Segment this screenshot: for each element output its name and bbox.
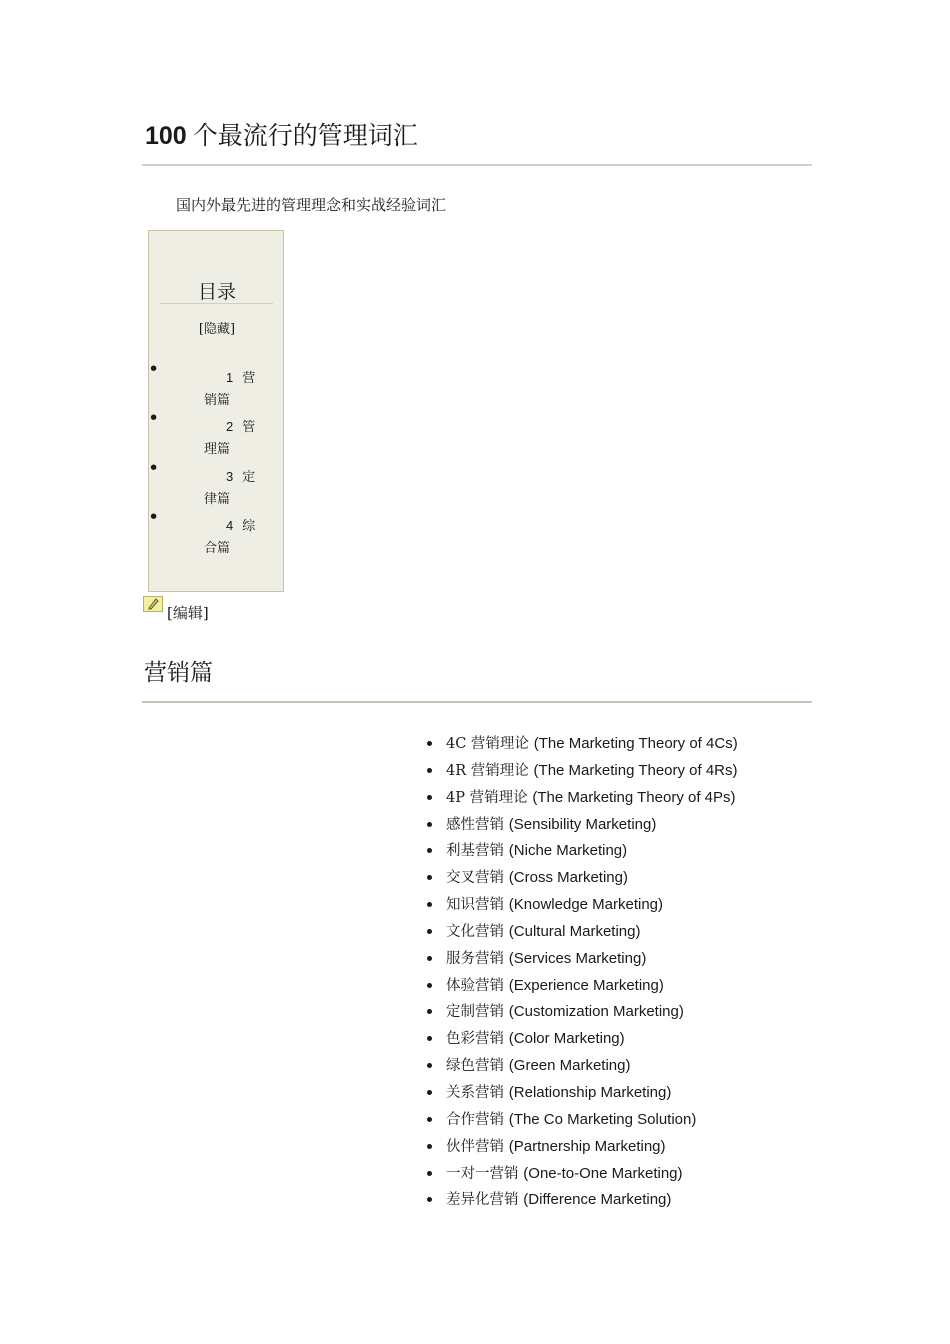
term-en: (Color Marketing) xyxy=(508,1030,625,1048)
term-zh: 定制营销 xyxy=(446,1004,504,1021)
list-item xyxy=(426,1001,738,1028)
toc-item-label: 综 xyxy=(242,519,256,534)
bullet-icon xyxy=(427,1171,432,1176)
term-zh: 4C 营销理论 xyxy=(446,736,529,752)
bullet-icon xyxy=(427,929,432,934)
term-en: (Relationship Marketing) xyxy=(508,1083,672,1101)
list-item xyxy=(426,1055,738,1082)
term-zh: 4R 营销理论 xyxy=(446,762,529,779)
toc-item-number: 2 xyxy=(226,419,234,434)
toc-item-general[interactable] xyxy=(148,506,285,562)
term-en: (The Marketing Theory of 4Ps) xyxy=(532,788,736,806)
bullet-icon: • xyxy=(148,358,160,380)
bullet-icon: • xyxy=(148,506,160,528)
bullet-icon xyxy=(427,822,432,827)
toc-item-number: 1 xyxy=(226,370,234,385)
table-of-contents xyxy=(148,230,284,592)
list-item xyxy=(426,760,738,787)
toc-item-management[interactable] xyxy=(148,407,285,463)
term-en: (Partnership Marketing) xyxy=(508,1137,666,1155)
toc-item-marketing[interactable] xyxy=(148,358,285,414)
toc-item-label: 定 xyxy=(242,470,256,485)
term-zh: 知识营销 xyxy=(446,897,504,914)
list-item xyxy=(426,1136,738,1163)
bullet-icon xyxy=(427,848,432,853)
bullet-icon xyxy=(427,983,432,988)
term-en: (Cross Marketing) xyxy=(508,869,628,887)
term-en: (Green Marketing) xyxy=(508,1057,631,1075)
term-zh: 利基营销 xyxy=(446,843,504,860)
toc-item-number: 3 xyxy=(226,469,234,484)
toc-title: 目录 xyxy=(197,281,236,303)
list-item xyxy=(426,867,738,894)
term-en: (Services Marketing) xyxy=(508,949,647,967)
list-item xyxy=(426,1109,738,1136)
term-en: (The Marketing Theory of 4Cs) xyxy=(533,735,738,752)
list-item xyxy=(426,814,738,841)
term-zh: 伙伴营销 xyxy=(446,1138,504,1155)
page-title-text: 个最流行的管理词汇 xyxy=(192,121,418,150)
term-en: (Difference Marketing) xyxy=(523,1191,672,1209)
page-title xyxy=(145,116,418,152)
toc-hide-link[interactable]: [隐藏] xyxy=(198,322,236,337)
toc-item-label: 营 xyxy=(242,371,256,386)
section-heading-marketing: 营销篇 xyxy=(144,660,213,686)
toc-item-label-cont: 销篇 xyxy=(204,393,231,408)
list-item xyxy=(426,921,738,948)
bullet-icon xyxy=(427,741,432,746)
term-zh: 色彩营销 xyxy=(446,1031,504,1048)
term-en: (Customization Marketing) xyxy=(508,1003,684,1021)
term-zh: 4P 营销理论 xyxy=(446,789,528,806)
bullet-icon: • xyxy=(148,457,160,479)
list-item xyxy=(426,894,738,921)
bullet-icon xyxy=(427,1144,432,1149)
term-en: (The Co Marketing Solution) xyxy=(508,1110,697,1128)
bullet-icon xyxy=(427,875,432,880)
term-en: (Experience Marketing) xyxy=(508,976,664,994)
list-item xyxy=(426,787,738,814)
term-en: (The Marketing Theory of 4Rs) xyxy=(533,761,738,779)
term-en: (Knowledge Marketing) xyxy=(508,896,664,914)
toc-item-label: 管 xyxy=(242,420,256,435)
bullet-icon xyxy=(427,1063,432,1068)
bullet-icon xyxy=(427,1090,432,1095)
term-zh: 关系营销 xyxy=(446,1084,504,1101)
list-item xyxy=(426,1163,738,1190)
term-zh: 绿色营销 xyxy=(446,1058,504,1075)
toc-item-label-cont: 理篇 xyxy=(204,442,231,457)
term-zh: 差异化营销 xyxy=(446,1192,519,1209)
list-item xyxy=(426,840,738,867)
term-zh: 服务营销 xyxy=(446,950,504,967)
bullet-icon xyxy=(427,902,432,907)
edit-link[interactable]: [编辑] xyxy=(167,604,209,622)
bullet-icon: • xyxy=(148,407,160,429)
term-zh: 文化营销 xyxy=(446,923,504,940)
term-zh: 交叉营销 xyxy=(446,870,504,887)
term-en: (One-to-One Marketing) xyxy=(523,1164,683,1182)
bullet-icon xyxy=(427,795,432,800)
term-en: (Cultural Marketing) xyxy=(508,922,641,940)
list-item xyxy=(426,1028,738,1055)
section-divider xyxy=(142,701,812,703)
edit-pencil-icon[interactable] xyxy=(143,596,163,612)
bullet-icon xyxy=(427,1036,432,1041)
toc-item-label-cont: 律篇 xyxy=(204,492,231,507)
page-title-number: 100 xyxy=(145,122,187,150)
list-item xyxy=(426,975,738,1002)
bullet-icon xyxy=(427,768,432,773)
bullet-icon xyxy=(427,1009,432,1014)
toc-item-laws[interactable] xyxy=(148,457,285,513)
bullet-icon xyxy=(427,1197,432,1202)
bullet-icon xyxy=(427,956,432,961)
list-item xyxy=(426,1189,738,1216)
list-item xyxy=(426,1082,738,1109)
term-zh: 合作营销 xyxy=(446,1111,504,1128)
term-zh: 感性营销 xyxy=(446,816,504,833)
page-subtitle: 国内外最先进的管理理念和实战经验词汇 xyxy=(176,196,447,214)
toc-divider xyxy=(160,303,273,304)
term-en: (Niche Marketing) xyxy=(508,842,628,860)
toc-item-number: 4 xyxy=(226,518,234,533)
title-divider xyxy=(142,164,812,166)
list-item xyxy=(426,733,738,760)
toc-item-label-cont: 合篇 xyxy=(204,541,231,556)
term-en: (Sensibility Marketing) xyxy=(508,815,657,833)
term-zh: 一对一营销 xyxy=(446,1165,519,1182)
bullet-icon xyxy=(427,1117,432,1122)
list-item xyxy=(426,948,738,975)
marketing-term-list xyxy=(426,733,738,1216)
term-zh: 体验营销 xyxy=(446,977,504,994)
